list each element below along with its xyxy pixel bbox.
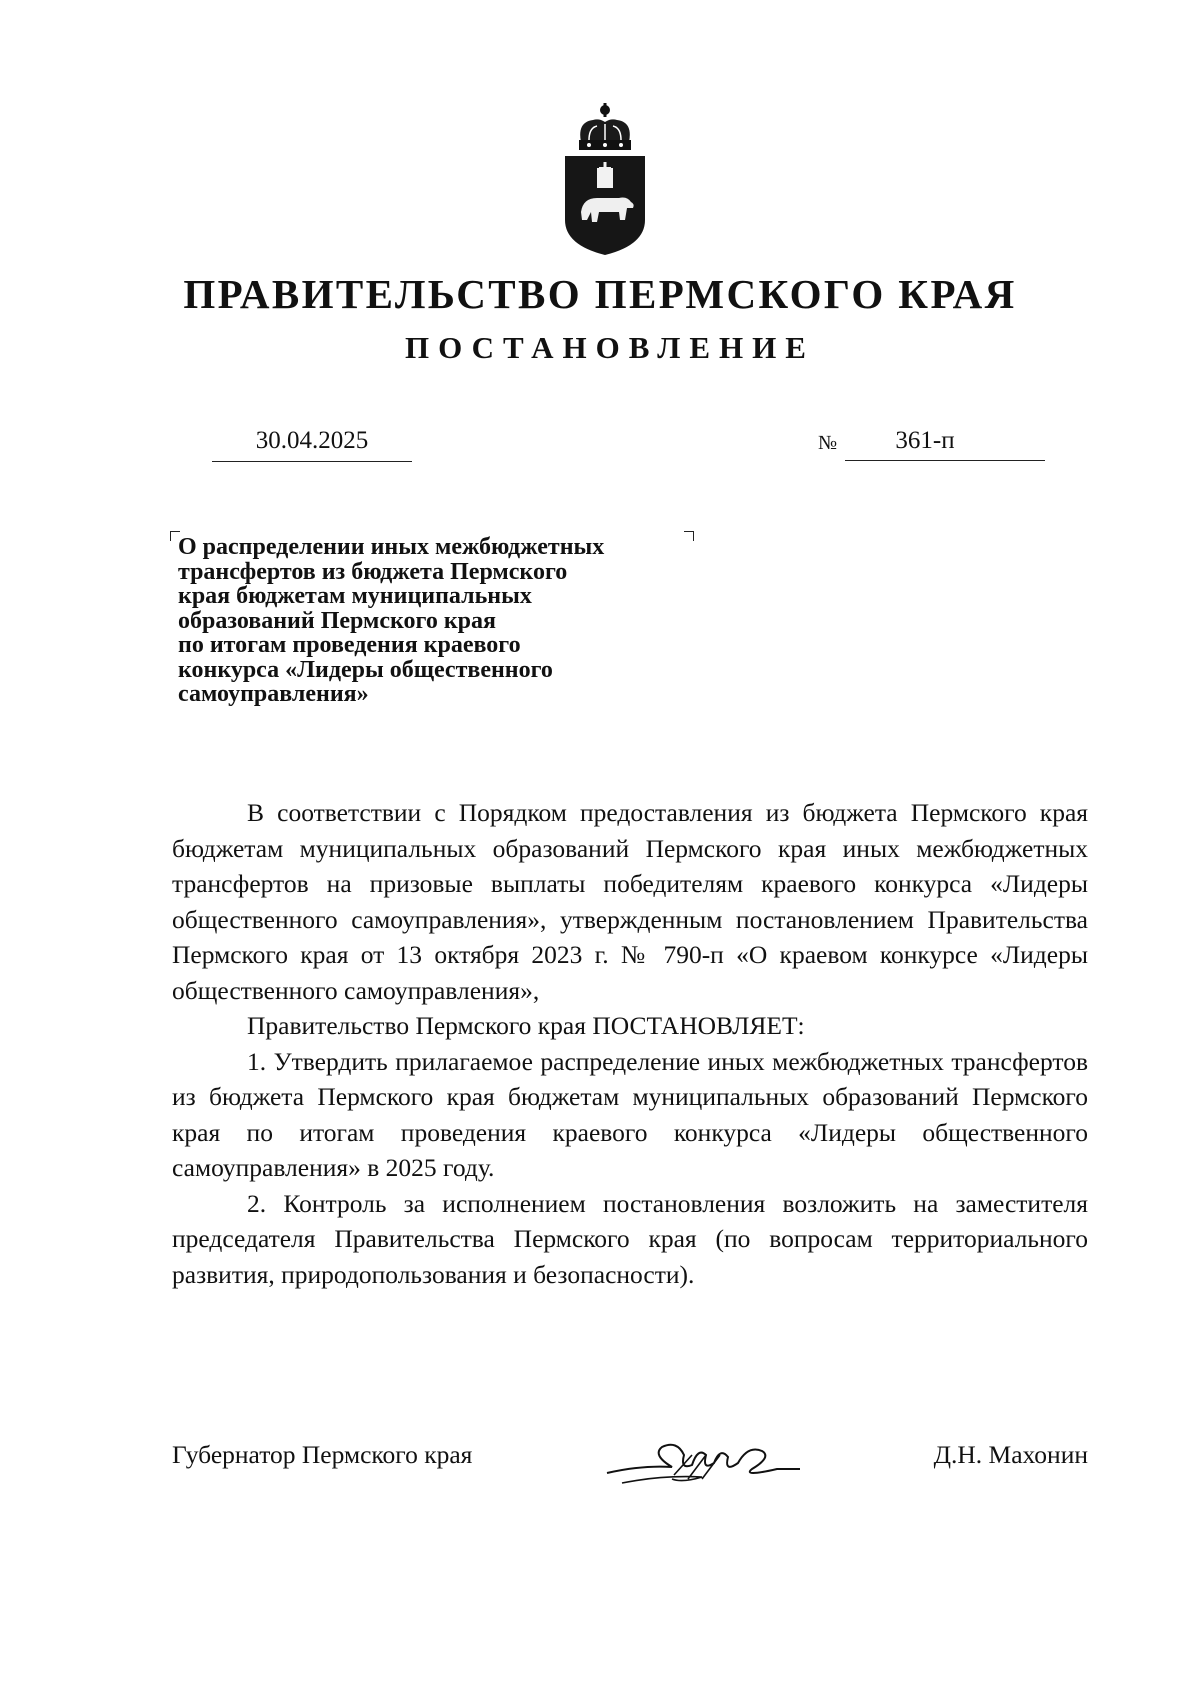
body-paragraph: 1. Утвердить прилагаемое распределение иных межбюджетных трансфертов из бюджета Пермского края бюджетам муниципальных образований Пермского края по итогам проведения краевого конкурса «Лидеры общественного самоуправления» в 2025 году. — [172, 1046, 1088, 1182]
handwritten-signature-icon — [602, 1425, 802, 1495]
subject-line: О распределении иных межбюджетных — [178, 534, 605, 560]
document-number: 361-п — [845, 425, 1045, 461]
document-date: 30.04.2025 — [212, 425, 412, 462]
organization-title: ПРАВИТЕЛЬСТВО ПЕРМСКОГО КРАЯ — [183, 271, 1017, 317]
body-paragraph: Правительство Пермского края ПОСТАНОВЛЯЕТ: — [247, 1011, 805, 1040]
subject-line: самоуправления» — [178, 681, 369, 707]
signatory-name: Д.Н. Махонин — [933, 1440, 1088, 1469]
document-subject — [178, 535, 698, 707]
subject-line: трансфертов из бюджета Пермского — [178, 558, 568, 585]
signatory-position: Губернатор Пермского края — [172, 1440, 473, 1469]
subject-line: по итогам проведения краевого — [178, 632, 521, 658]
subject-line: образований Пермского края — [178, 607, 496, 634]
body-paragraph: 2. Контроль за исполнением постановления возложить на заместителя председателя Правительства Пермского края (по вопросам территориального развития, природопользования и безопасности). — [172, 1188, 1088, 1289]
number-sign: № — [818, 432, 838, 454]
signature-block — [172, 1440, 1088, 1500]
coat-of-arms-icon — [555, 100, 655, 260]
body-paragraph: В соответствии с Порядком предоставления из бюджета Пермского края бюджетам муниципальных образований Пермского края иных межбюджетных трансфертов на призовые выплаты победителям краевого конкурса «Лидеры общественного самоуправления», утвержденным постановлением Правительства Пермского края от 13 октября 2023 г. № 790-п «О краевом конкурсе «Лидеры общественного самоуправления», — [172, 798, 1088, 1005]
document-type: ПОСТАНОВЛЕНИЕ — [405, 330, 815, 365]
subject-line: конкурса «Лидеры общественного — [178, 656, 553, 683]
document-body — [172, 795, 1088, 1292]
subject-line: края бюджетам муниципальных — [178, 583, 532, 609]
